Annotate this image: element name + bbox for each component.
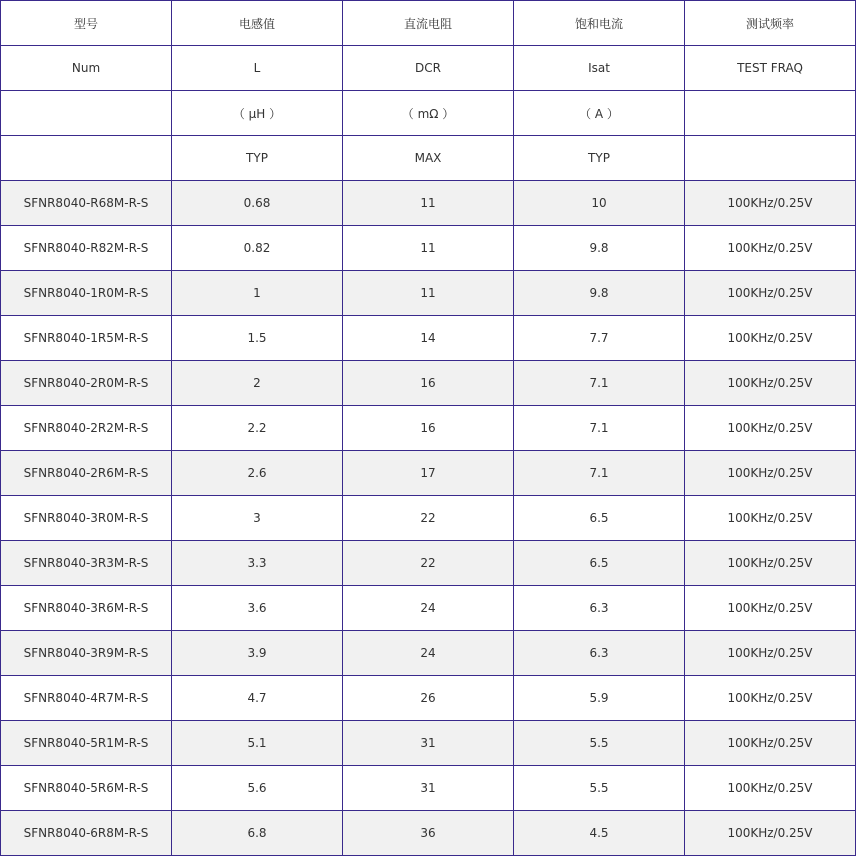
header-cell-isat: Isat xyxy=(514,46,685,91)
table-row xyxy=(1,721,856,766)
cell-isat: 6.5 xyxy=(514,541,685,586)
cell-freq: 100KHz/0.25V xyxy=(685,631,856,676)
table-row xyxy=(1,496,856,541)
cell-freq: 100KHz/0.25V xyxy=(685,406,856,451)
header-cell-freq: 测试频率 xyxy=(685,1,856,46)
cell-dcr: 14 xyxy=(343,316,514,361)
header-cell-isat: TYP xyxy=(514,136,685,181)
cell-isat: 5.9 xyxy=(514,676,685,721)
cell-model: SFNR8040-3R6M-R-S xyxy=(1,586,172,631)
cell-inductance: 0.68 xyxy=(172,181,343,226)
table-row xyxy=(1,226,856,271)
cell-isat: 9.8 xyxy=(514,226,685,271)
cell-model: SFNR8040-R82M-R-S xyxy=(1,226,172,271)
cell-isat: 6.3 xyxy=(514,586,685,631)
header-row xyxy=(1,1,856,46)
cell-model: SFNR8040-6R8M-R-S xyxy=(1,811,172,856)
table-row xyxy=(1,811,856,856)
cell-dcr: 11 xyxy=(343,181,514,226)
header-row xyxy=(1,136,856,181)
cell-inductance: 5.1 xyxy=(172,721,343,766)
cell-dcr: 24 xyxy=(343,586,514,631)
header-cell-freq xyxy=(685,136,856,181)
cell-model: SFNR8040-3R0M-R-S xyxy=(1,496,172,541)
cell-model: SFNR8040-5R1M-R-S xyxy=(1,721,172,766)
cell-freq: 100KHz/0.25V xyxy=(685,496,856,541)
cell-freq: 100KHz/0.25V xyxy=(685,766,856,811)
cell-freq: 100KHz/0.25V xyxy=(685,541,856,586)
header-cell-model: Num xyxy=(1,46,172,91)
table-row xyxy=(1,766,856,811)
table-row xyxy=(1,361,856,406)
cell-freq: 100KHz/0.25V xyxy=(685,676,856,721)
cell-isat: 5.5 xyxy=(514,766,685,811)
cell-inductance: 1 xyxy=(172,271,343,316)
table-row xyxy=(1,631,856,676)
table-row xyxy=(1,181,856,226)
cell-inductance: 0.82 xyxy=(172,226,343,271)
header-cell-dcr: MAX xyxy=(343,136,514,181)
cell-freq: 100KHz/0.25V xyxy=(685,811,856,856)
table-row xyxy=(1,271,856,316)
cell-inductance: 4.7 xyxy=(172,676,343,721)
cell-dcr: 24 xyxy=(343,631,514,676)
cell-inductance: 3.3 xyxy=(172,541,343,586)
cell-model: SFNR8040-5R6M-R-S xyxy=(1,766,172,811)
cell-dcr: 16 xyxy=(343,406,514,451)
table-row xyxy=(1,316,856,361)
header-cell-dcr: DCR xyxy=(343,46,514,91)
cell-isat: 10 xyxy=(514,181,685,226)
header-cell-dcr: 直流电阻 xyxy=(343,1,514,46)
cell-dcr: 22 xyxy=(343,541,514,586)
cell-inductance: 5.6 xyxy=(172,766,343,811)
cell-model: SFNR8040-3R3M-R-S xyxy=(1,541,172,586)
cell-model: SFNR8040-1R0M-R-S xyxy=(1,271,172,316)
cell-model: SFNR8040-3R9M-R-S xyxy=(1,631,172,676)
cell-model: SFNR8040-2R2M-R-S xyxy=(1,406,172,451)
cell-dcr: 36 xyxy=(343,811,514,856)
cell-model: SFNR8040-4R7M-R-S xyxy=(1,676,172,721)
cell-model: SFNR8040-2R6M-R-S xyxy=(1,451,172,496)
header-cell-inductance: （ μH ） xyxy=(172,91,343,136)
cell-freq: 100KHz/0.25V xyxy=(685,361,856,406)
cell-isat: 7.7 xyxy=(514,316,685,361)
cell-freq: 100KHz/0.25V xyxy=(685,271,856,316)
header-cell-model: 型号 xyxy=(1,1,172,46)
cell-isat: 9.8 xyxy=(514,271,685,316)
header-cell-inductance: L xyxy=(172,46,343,91)
cell-inductance: 2 xyxy=(172,361,343,406)
cell-isat: 4.5 xyxy=(514,811,685,856)
cell-isat: 7.1 xyxy=(514,361,685,406)
header-cell-model xyxy=(1,91,172,136)
cell-dcr: 31 xyxy=(343,721,514,766)
cell-inductance: 2.6 xyxy=(172,451,343,496)
cell-freq: 100KHz/0.25V xyxy=(685,316,856,361)
header-cell-dcr: （ mΩ ） xyxy=(343,91,514,136)
cell-inductance: 2.2 xyxy=(172,406,343,451)
cell-inductance: 3 xyxy=(172,496,343,541)
table-row xyxy=(1,451,856,496)
table-row xyxy=(1,586,856,631)
cell-inductance: 3.9 xyxy=(172,631,343,676)
cell-dcr: 11 xyxy=(343,271,514,316)
header-row xyxy=(1,46,856,91)
header-cell-isat: （ A ） xyxy=(514,91,685,136)
cell-isat: 7.1 xyxy=(514,406,685,451)
cell-inductance: 6.8 xyxy=(172,811,343,856)
cell-inductance: 3.6 xyxy=(172,586,343,631)
table-row xyxy=(1,541,856,586)
header-cell-isat: 饱和电流 xyxy=(514,1,685,46)
cell-dcr: 31 xyxy=(343,766,514,811)
cell-freq: 100KHz/0.25V xyxy=(685,226,856,271)
cell-inductance: 1.5 xyxy=(172,316,343,361)
header-cell-freq xyxy=(685,91,856,136)
header-cell-freq: TEST FRAQ xyxy=(685,46,856,91)
spec-table-body xyxy=(1,1,856,856)
cell-freq: 100KHz/0.25V xyxy=(685,181,856,226)
header-cell-inductance: 电感值 xyxy=(172,1,343,46)
cell-dcr: 26 xyxy=(343,676,514,721)
table-row xyxy=(1,676,856,721)
cell-freq: 100KHz/0.25V xyxy=(685,451,856,496)
cell-dcr: 22 xyxy=(343,496,514,541)
cell-freq: 100KHz/0.25V xyxy=(685,721,856,766)
cell-freq: 100KHz/0.25V xyxy=(685,586,856,631)
cell-model: SFNR8040-1R5M-R-S xyxy=(1,316,172,361)
cell-model: SFNR8040-2R0M-R-S xyxy=(1,361,172,406)
cell-dcr: 11 xyxy=(343,226,514,271)
cell-isat: 6.3 xyxy=(514,631,685,676)
table-row xyxy=(1,406,856,451)
header-cell-model xyxy=(1,136,172,181)
header-cell-inductance: TYP xyxy=(172,136,343,181)
header-row xyxy=(1,91,856,136)
cell-dcr: 17 xyxy=(343,451,514,496)
cell-model: SFNR8040-R68M-R-S xyxy=(1,181,172,226)
cell-isat: 5.5 xyxy=(514,721,685,766)
cell-isat: 6.5 xyxy=(514,496,685,541)
cell-isat: 7.1 xyxy=(514,451,685,496)
cell-dcr: 16 xyxy=(343,361,514,406)
